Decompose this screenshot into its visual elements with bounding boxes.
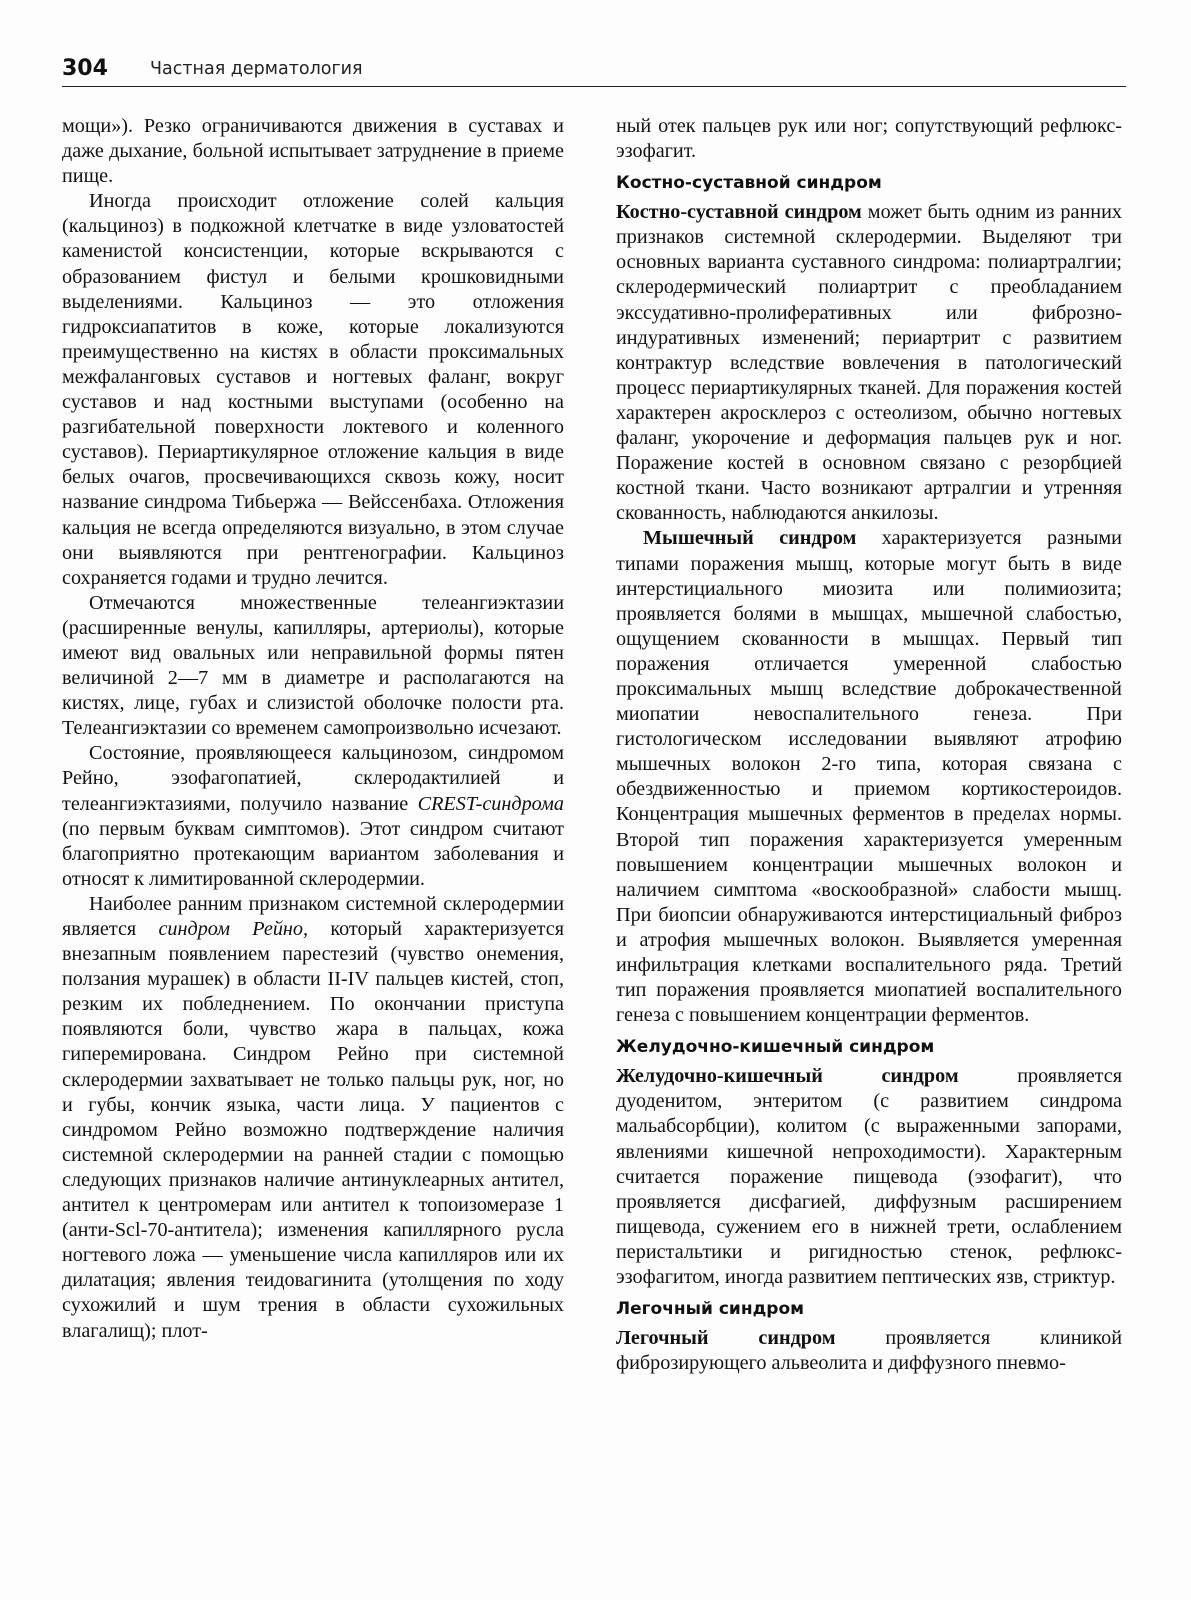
paragraph-text: Наиболее ранним признаком системной склеродермии является [62,892,564,940]
paragraph-text: (по первым буквам симптомов). Этот синдром считают благоприятно протекающим вариантом заболевания и относят к лимитированной склеродермии. [62,817,564,890]
page-number: 304 [62,56,108,81]
paragraph: мощи»). Резко ограничиваются движения в суставах и даже дыхание, больной испытывает затруднение в приеме пище. [62,115,564,188]
right-column [616,114,1122,1376]
paragraph [616,526,1122,1028]
term-bold: Мышечный синдром [643,527,857,550]
section-heading: Легочный синдром [616,1299,805,1320]
paragraph-text: проявляется клиникой фиброзирующего альвеолита и диффузного пневмо- [616,1327,1122,1375]
paragraph [616,200,1122,526]
paragraph: Иногда происходит отложение солей кальция (кальциноз) в подкожной клетчатке в виде узловатостей каменистой консистенции, которые вскрываются с образованием фистул и белыми крошковидными выделениями. Кальциноз — это отложения гидроксиапатитов в коже, которые локализуются преимущественно на кистях в области проксимальных межфаланговых суставов и ногтевых фаланг, вокруг суставов и над костными выступами (особенно на разгибательной поверхности локтевого и коленного суставов). Периартикулярное отложение кальция в виде белых очагов, просвечивающихся сквозь кожу, носит название синдрома Тибьержа — Вейссенбаха. Отложения кальция не всегда определяются визуально, в этом случае они выявляются при рентгенографии. Кальциноз сохраняется годами и трудно лечится. [62,190,564,589]
paragraph [62,892,564,1344]
paragraph: Отмечаются множественные телеангиэктазии (расширенные венулы, капилляры, артериолы), которые имеют вид овальных или неправильной формы пятен величиной 2—7 мм в диаметре и располагаются на кистях, лице, губах и слизистой оболочке полости рта. Телеангиэктазии со временем самопроизвольно исчезают. [62,591,564,740]
paragraph-text: может быть одним из ранних признаков системной склеродермии. Выделяют три основных варианта суставного синдрома: полиартралгии; склеродермический полиартрит с преобладанием экссудативно-пролиферативных или фиброзно-индуративных изменений; периартрит с развитием контрактур вследствие вовлечения в патологический процесс периартикулярных тканей. Для поражения костей характерен акросклероз с остеолизом, обычно ногтевых фаланг, укорочение и деформация пальцев рук и ног. Поражение костей в основном связано с резорбцией костной ткани. Часто возникают артралгии и утренняя скованность, наблюдаются анкилозы. [616,201,1122,525]
section-heading: Костно-суставной синдром [616,173,882,194]
section-heading: Желудочно-кишечный синдром [616,1037,935,1058]
paragraph [616,1326,1122,1376]
page-header [62,56,1126,87]
paragraph-text: характеризуется разными типами поражения мышц, которые могут быть в виде интерстициального миозита или полимиозита; проявляется болями в мышцах, мышечной слабостью, ощущением скованности в мышцах. Первый тип поражения отличается умеренной слабостью проксимальных мышц вследствие доброкачественной миопатии невоспалительного генеза. При гистологическом исследовании выявляют атрофию мышечных волокон 2-го типа, которая связана с обездвиженностью и приемом кортикостероидов. Концентрация мышечных ферментов в пределах нормы. Второй тип поражения характеризуется умеренным повышением концентрации мышечных волокон и наличием симптома «воскообразной» слабости мышц. При биопсии обнаруживаются интерстициальный фиброз и атрофия мышечных волокон. Выявляется умеренная инфильтрация клетками воспалительного ряда. Третий тип поражения проявляется миопатией воспалительного генеза с повышением концентрации ферментов. [616,527,1122,1027]
paragraph-text: который характеризуется внезапным появлением парестезий (чувство онемения, ползания мурашек) в области II-IV пальцев кистей, стоп, резким их побледнением. По окончании приступа появляются боли, чувство жара в пальцах, кожа гиперемирована. Синдром Рейно при системной склеродермии захватывает не только пальцы рук, ног, но и губы, кончик языка, части лица. У пациентов с синдромом Рейно возможно подтверждение наличия системной склеродермии на ранней стадии с помощью следующих признаков наличие антинуклеарных антител, антител к центромерам или антител к топоизомеразе 1 (анти-Scl-70-антитела); изменения капиллярного русла ногтевого ложа — уменьшение числа капилляров или их дилатация; явления теидовагинита (утолщения по ходу сухожилий и шум трения в области сухожильных влагалищ); плот- [62,918,564,1342]
paragraph [616,1064,1122,1290]
term-bold: Костно-суставной синдром [616,201,862,224]
term-bold: Желудочно-кишечный синдром [616,1065,959,1088]
paragraph-text: проявляется дуоденитом, энтеритом (с развитием синдрома мальабсорбции), колитом (с выраженными запорами, явлениями кишечной непроходимости). Характерным считается поражение пищевода (эзофагит), что проявляется дисфагией, диффузным расширением пищевода, сужением его в нижней трети, ослаблением перистальтики и ригидностью стенок, рефлюкс-эзофагитом, иногда развитием пептических язв, стриктур. [616,1065,1122,1289]
term-bold: Легочный синдром [616,1327,836,1350]
paragraph [62,741,564,892]
term-italic: синдром Рейно, [158,918,309,940]
term-italic: CREST-синдрома [417,792,564,815]
left-column [62,114,564,1344]
paragraph-text: Состояние, проявляющееся кальцинозом, синдромом Рейно, эзофагопатией, склеродактилией и телеангиэктазиями, получило название [62,742,564,815]
paragraph: ный отек пальцев рук или ног; сопутствующий рефлюкс-эзофагит. [616,115,1122,163]
running-title: Частная дерматология [150,59,363,79]
